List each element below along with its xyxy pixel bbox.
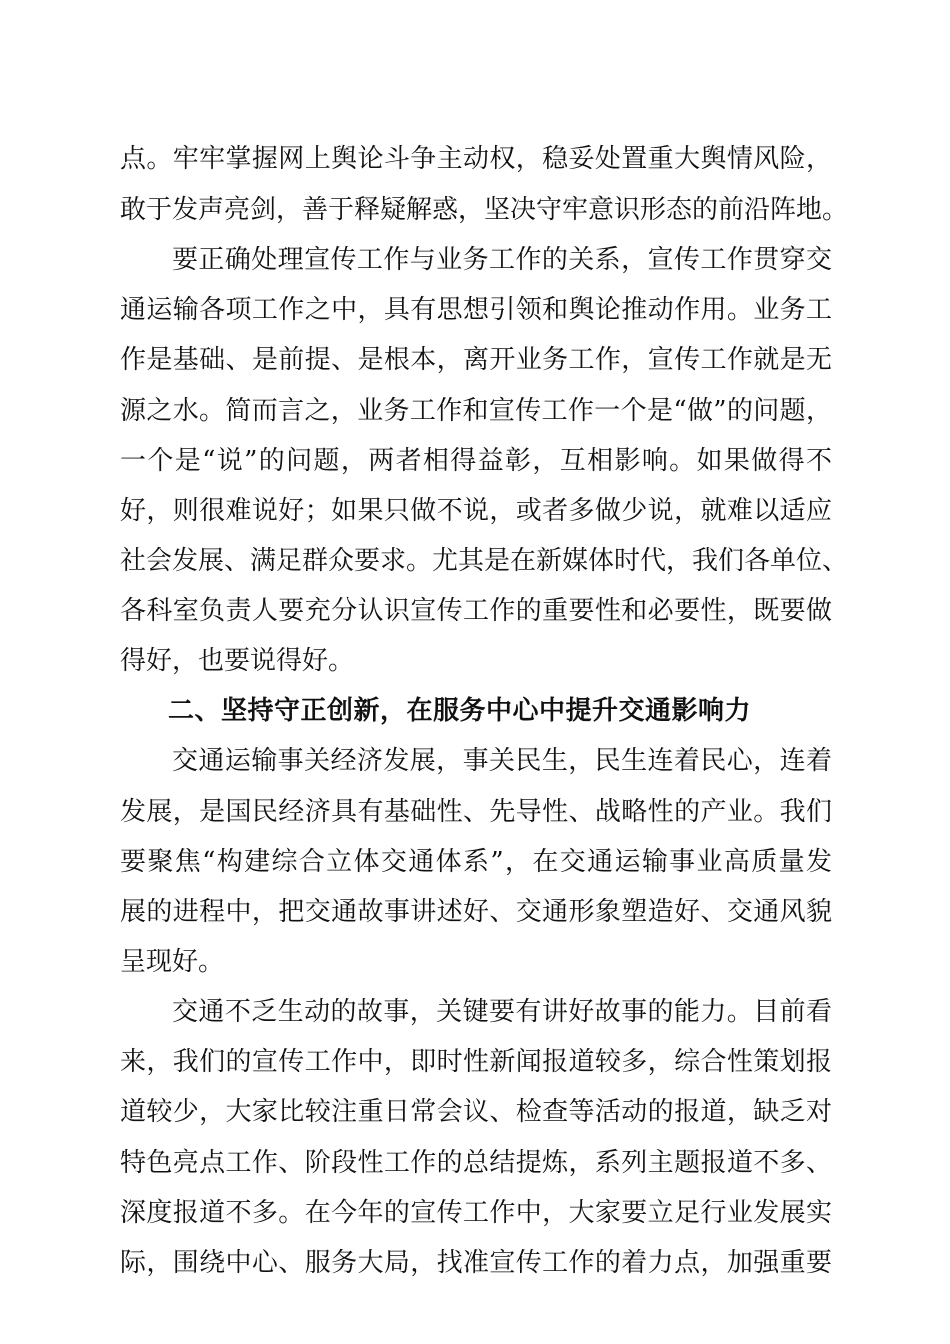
paragraph-1-line-2: 敢于发声亮剑，善于释疑解惑，坚决守牢意识形态的前沿阵地。 xyxy=(120,195,849,225)
paragraph-3-line-5: 呈现好。 xyxy=(120,947,225,977)
paragraph-2-line-8: 各科室负责人要充分认识宣传工作的重要性和必要性，既要做 xyxy=(120,596,832,626)
paragraph-1-line-1: 点。牢牢掌握网上舆论斗争主动权，稳妥处置重大舆情风险， xyxy=(120,144,832,174)
paragraph-2-line-3: 作是基础、是前提、是根本，离开业务工作，宣传工作就是无 xyxy=(120,345,832,375)
paragraph-2-line-1: 要正确处理宣传工作与业务工作的关系，宣传工作贯穿交 xyxy=(172,245,832,275)
paragraph-2-line-9: 得好，也要说得好。 xyxy=(120,646,355,676)
paragraph-3-line-2: 发展，是国民经济具有基础性、先导性、战略性的产业。我们 xyxy=(120,797,832,827)
paragraph-4-line-3: 道较少，大家比较注重日常会议、检查等活动的报道，缺乏对 xyxy=(120,1097,832,1127)
paragraph-2-line-4: 源之水。简而言之，业务工作和宣传工作一个是“做”的问题， xyxy=(120,396,832,426)
paragraph-3-line-3: 要聚焦“构建综合立体交通体系”，在交通运输事业高质量发 xyxy=(120,847,832,877)
paragraph-4-line-1: 交通不乏生动的故事，关键要有讲好故事的能力。目前看 xyxy=(172,997,832,1027)
paragraph-3-line-4: 展的进程中，把交通故事讲述好、交通形象塑造好、交通风貌 xyxy=(120,897,832,927)
paragraph-2-line-7: 社会发展、满足群众要求。尤其是在新媒体时代，我们各单位、 xyxy=(120,546,849,576)
paragraph-2-line-2: 通运输各项工作之中，具有思想引领和舆论推动作用。业务工 xyxy=(120,295,832,325)
paragraph-4-line-6: 际，围绕中心、服务大局，找准宣传工作的着力点，加强重要 xyxy=(120,1248,832,1278)
paragraph-4-line-2: 来，我们的宣传工作中，即时性新闻报道较多，综合性策划报 xyxy=(120,1047,832,1077)
paragraph-4-line-4: 特色亮点工作、阶段性工作的总结提炼，系列主题报道不多、 xyxy=(120,1148,832,1178)
paragraph-3-line-1: 交通运输事关经济发展，事关民生，民生连着民心，连着 xyxy=(172,746,832,776)
paragraph-2-line-5: 一个是“说”的问题，两者相得益彰，互相影响。如果做得不 xyxy=(120,446,832,476)
section-heading: 二、坚持守正创新，在服务中心中提升交通影响力 xyxy=(168,696,752,726)
paragraph-2-line-6: 好，则很难说好；如果只做不说，或者多做少说，就难以适应 xyxy=(120,496,832,526)
paragraph-4-line-5: 深度报道不多。在今年的宣传工作中，大家要立足行业发展实 xyxy=(120,1198,832,1228)
